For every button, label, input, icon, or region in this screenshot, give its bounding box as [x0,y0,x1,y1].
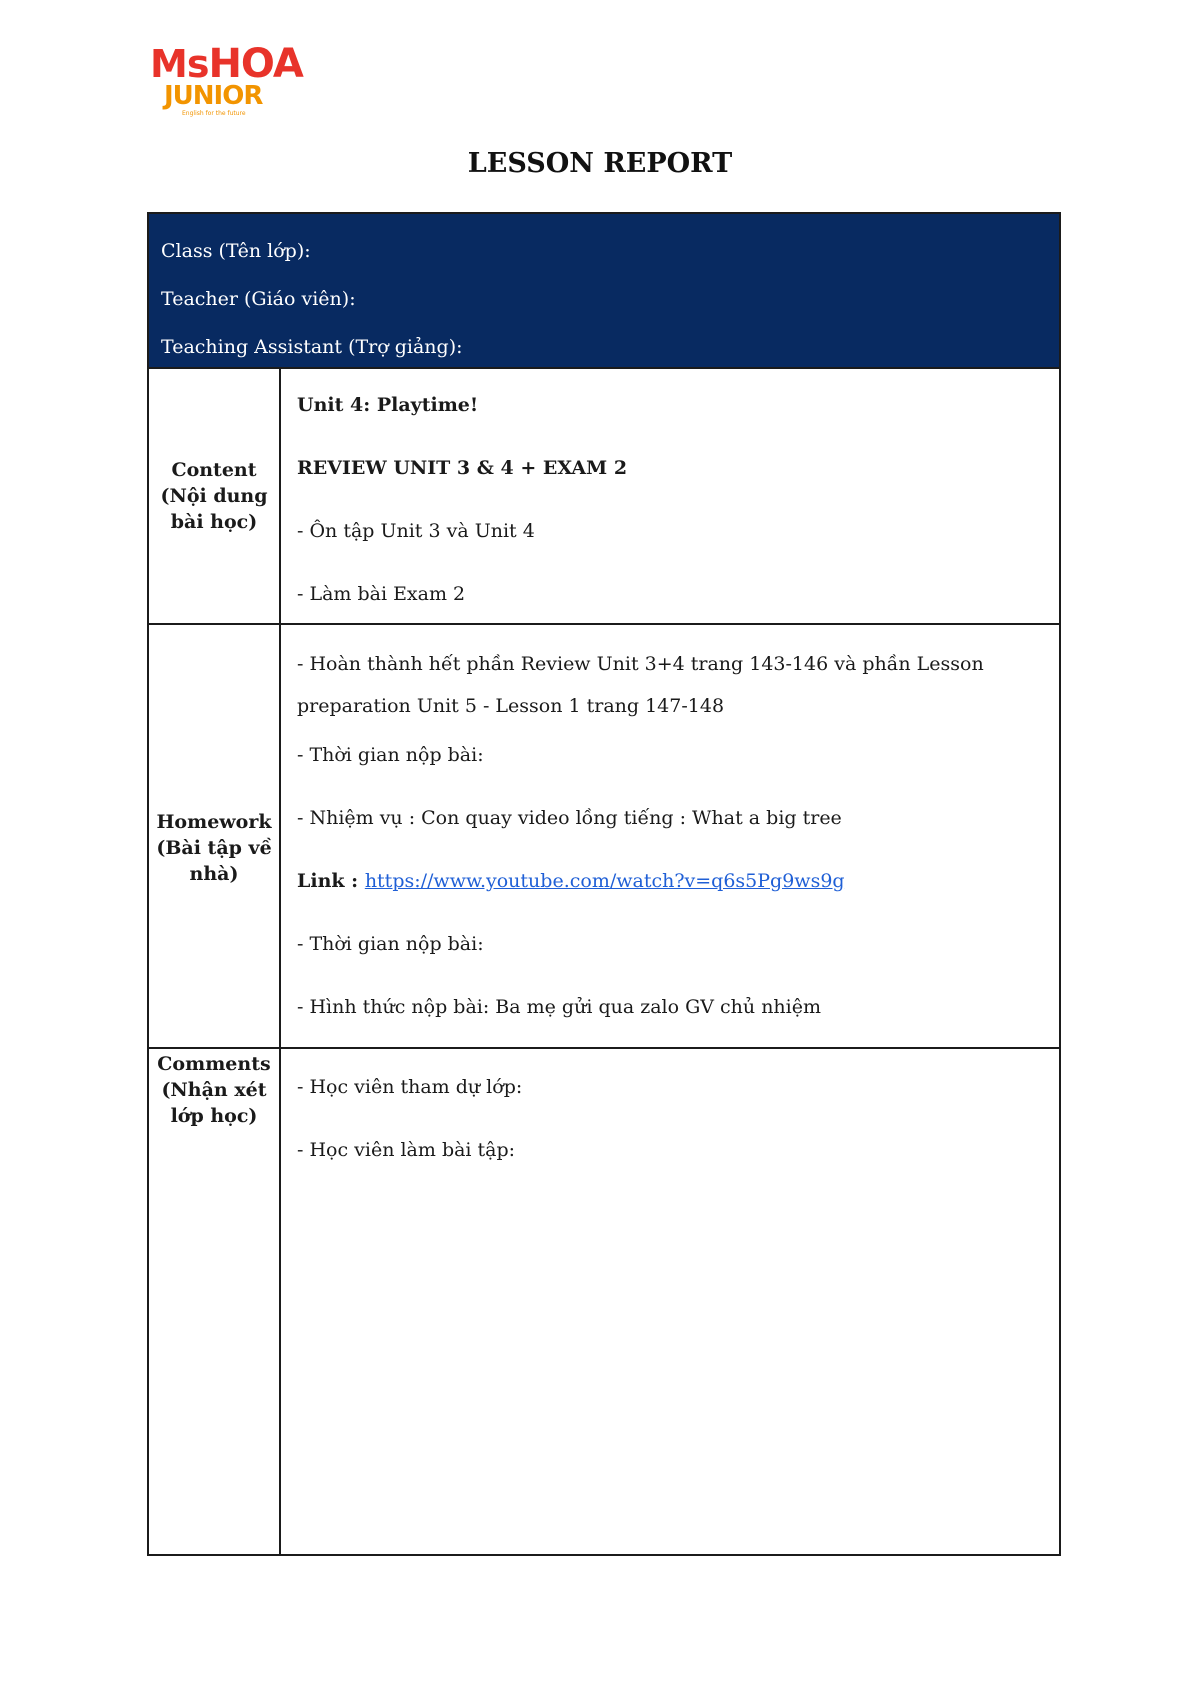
homework-task: - Hoàn thành hết phần Review Unit 3+4 trang 143-146 và phần Lesson preparation Unit 5 - Lesson 1 trang 147-148 [297,653,984,717]
content-label-line: (Nội dung [160,485,268,507]
report-header [149,214,1059,369]
document-title: LESSON REPORT [467,148,733,179]
content-item: - Ôn tập Unit 3 và Unit 4 [297,520,535,542]
homework-label-line: (Bài tập về [156,837,272,859]
comments-cell [281,1049,1059,1554]
homework-task: - Nhiệm vụ : Con quay video lồng tiếng : What a big tree [297,807,842,829]
comments-label-line: lớp học) [170,1105,258,1127]
youtube-link[interactable]: https://www.youtube.com/watch?v=q6s5Pg9ws9g [364,870,845,892]
homework-label-line: Homework [156,811,272,833]
homework-label-line: nhà) [189,863,239,885]
content-row [149,369,1059,625]
logo-junior: JUNIOR [164,81,263,111]
comments-row [149,1049,1059,1554]
content-label-line: bài học) [170,511,258,533]
review-title: REVIEW UNIT 3 & 4 + EXAM 2 [297,457,628,479]
content-label [149,369,281,623]
homework-cell [281,625,1059,1047]
content-cell [281,369,1059,623]
homework-comment: - Học viên làm bài tập: [297,1139,516,1161]
unit-title: Unit 4: Playtime! [297,394,479,416]
homework-row [149,625,1059,1049]
content-item: - Làm bài Exam 2 [297,583,466,605]
assistant-label: Teaching Assistant (Trợ giảng): [161,336,463,358]
ms-hoa-junior-logo [150,41,310,124]
homework-link-line [297,869,1045,932]
homework-deadline: - Thời gian nộp bài: [297,933,484,955]
comments-label-line: (Nhận xét [161,1079,267,1101]
homework-submission: - Hình thức nộp bài: Ba mẹ gửi qua zalo GV chủ nhiệm [297,996,822,1018]
teacher-label: Teacher (Giáo viên): [161,288,356,310]
comments-label [149,1049,281,1554]
link-label: Link : [297,870,365,892]
logo-ms: Ms [150,42,209,86]
content-label-line: Content [171,459,257,481]
homework-deadline: - Thời gian nộp bài: [297,744,484,766]
comments-label-line: Comments [157,1053,271,1075]
attendance-comment: - Học viên tham dự lớp: [297,1076,523,1098]
class-label: Class (Tên lớp): [161,240,311,262]
homework-label [149,625,281,1047]
logo-hoa: HOA [208,41,303,87]
logo-tagline: English for the future [182,110,246,117]
lesson-report-table [147,212,1061,1556]
